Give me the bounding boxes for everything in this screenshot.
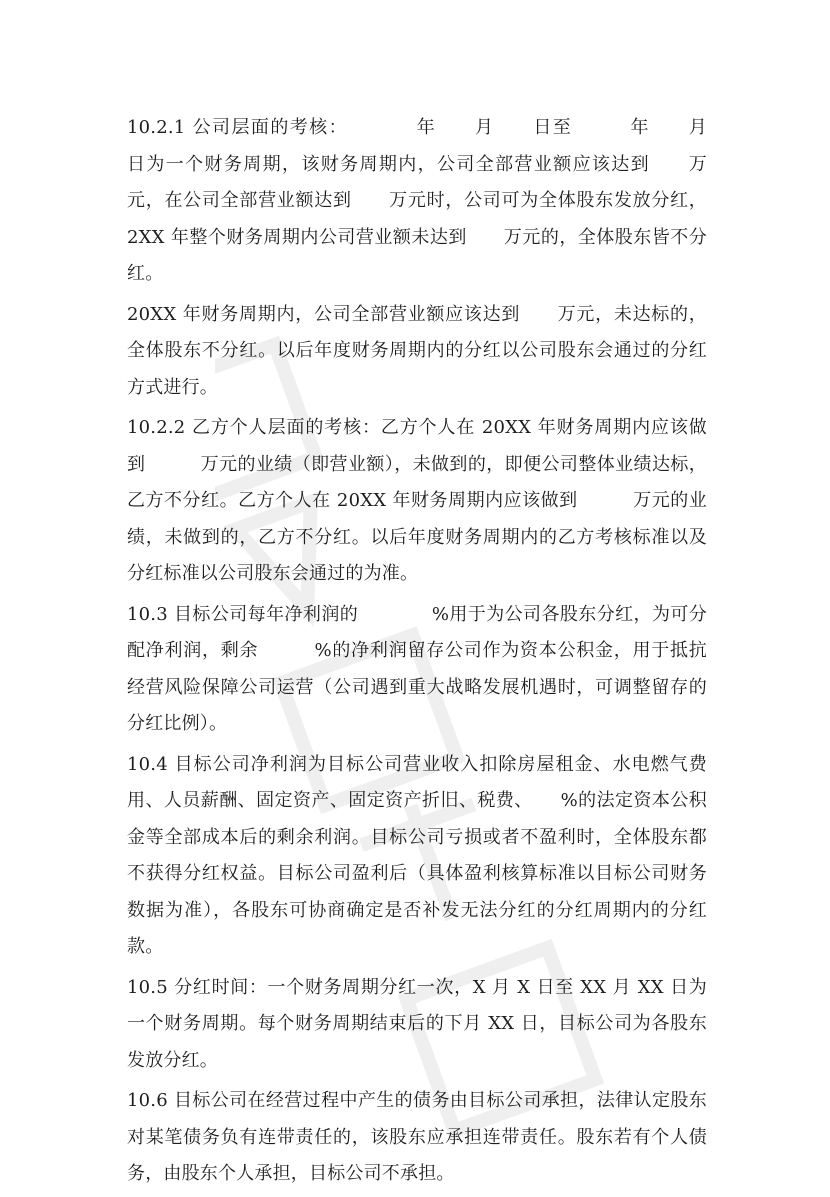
paragraph-20xx-financial-period: 20XX 年财务周期内，公司全部营业额应该达到 万元，未达标的，全体股东不分红。以后年度财务周期内的分红以公司股东会通过的分红方式进行。 (127, 303, 707, 398)
paragraph-10-6: 10.6 目标公司在经营过程中产生的债务由目标公司承担，法律认定股东对某笔债务负有连带责任的，该股东应承担连带责任。股东若有个人债务，由股东个人承担，目标公司不承担。 (127, 1090, 707, 1184)
paragraph-10-2-1: 10.2.1 公司层面的考核： 年 月 日至 年 月 日为一个财务周期，该财务周期内，公司全部营业额应该达到 万元，在公司全部营业额达到 万元时，公司可为全体股东发放分红，2XX 年整个财务周期内公司营业额未达到 万元的，全体股东皆不分红。 (127, 117, 726, 284)
paragraph-10-4: 10.4 目标公司净利润为目标公司营业收入扣除房屋租金、水电燃气费用、人员薪酬、固定资产、固定资产折旧、税费、 %的法定资本公积金等全部成本后的剩余利润。目标公司亏损或者不盈利时，全体股东都不获得分红权益。目标公司盈利后（具体盈利核算标准以目标公司财务数据为准），各股东可协商确定是否补发无法分红的分红周期内的分红款。 (127, 753, 707, 957)
paragraph-10-2-2: 10.2.2 乙方个人层面的考核：乙方个人在 20XX 年财务周期内应该做到 万元的业绩（即营业额），未做到的，即便公司整体业绩达标，乙方不分红。乙方个人在 20XX 年财务周期内应该做到 万元的业绩，未做到的，乙方不分红。以后年度财务周期内的乙方考核标准以及分红标准以公司股东会通过的为准。 (127, 417, 707, 584)
paragraph-10-3: 10.3 目标公司每年净利润的 %用于为公司各股东分红，为可分配净利润，剩余 %的净利润留存公司作为资本公积金，用于抵抗经营风险保障公司运营（公司遇到重大战略发展机遇时，可调整留存的分红比例）。 (127, 603, 707, 734)
paragraph-10-5: 10.5 分红时间：一个财务周期分红一次，X 月 X 日至 XX 月 XX 日为一个财务周期。每个财务周期结束后的下月 XX 日，目标公司为各股东发放分红。 (127, 976, 707, 1071)
document-body (127, 110, 726, 1197)
